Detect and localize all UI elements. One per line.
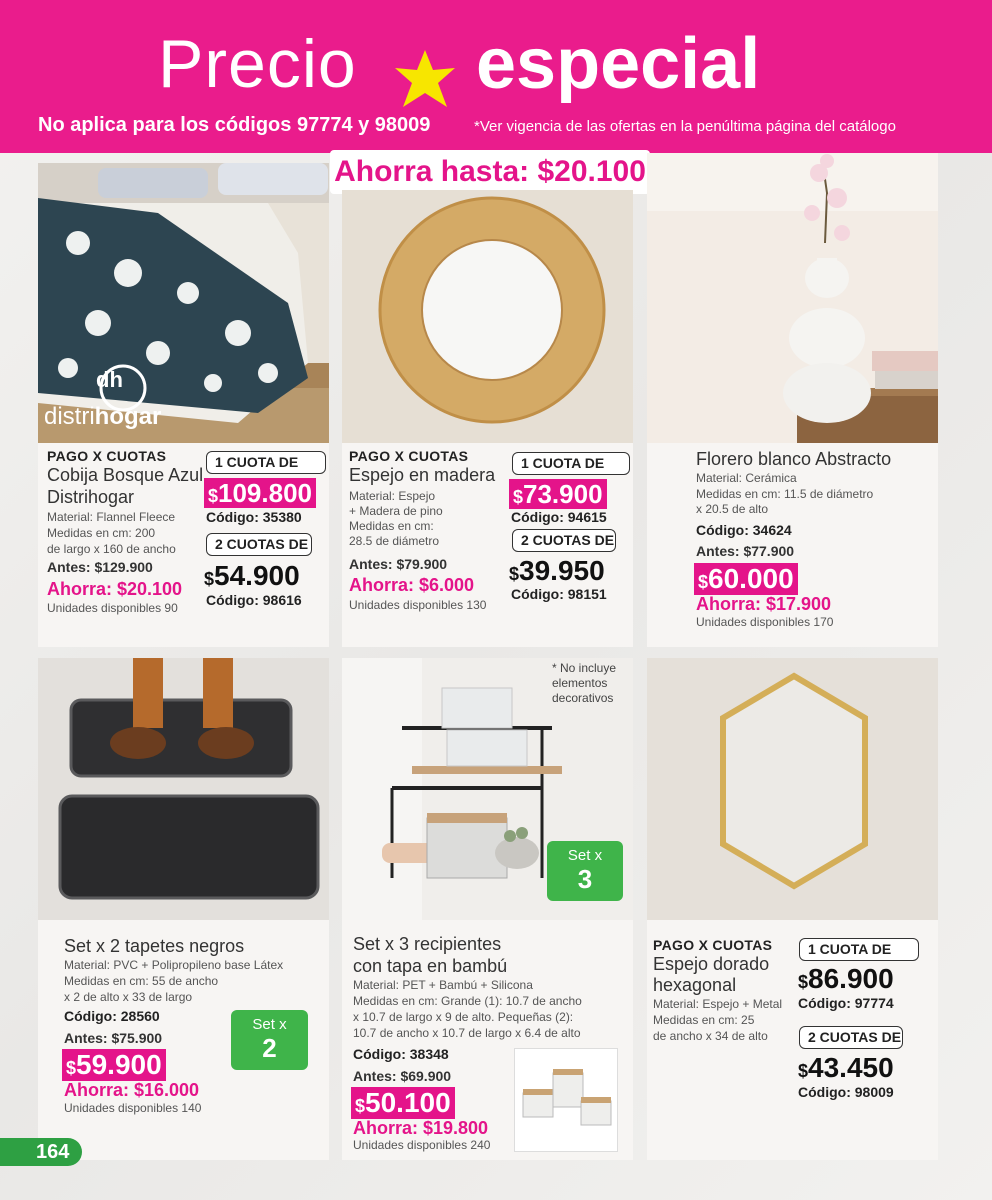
product-spec: Material: PVC + Polipropileno base Látex [64,958,284,972]
currency-symbol: $ [355,1096,366,1116]
product-spec: Material: Espejo [349,489,436,503]
product-spec: Material: Flannel Fleece [47,510,176,524]
cuota2-label: 2 CUOTAS DE [512,529,616,552]
set-badge-count: 3 [577,864,593,894]
ahorra-amount: Ahorra: $6.000 [349,575,475,595]
cuota1-price-value: 86.900 [808,963,894,994]
cuota2-price [509,557,605,585]
cuota1-price-value: 109.800 [218,478,312,508]
page-number: 164 [0,1138,82,1166]
product-name-line1: Florero blanco Abstracto [696,449,892,469]
product-spec: Medidas en cm: 55 de ancho [64,974,219,988]
product-spec: Material: Espejo + Metal [653,997,783,1011]
header-title-especial: especial [476,24,761,104]
units-available: Unidades disponibles 90 [47,601,178,615]
note-line: * No incluye [552,661,617,675]
product-thumbnail-recipientes [514,1048,618,1152]
cuota2-code: Código: 98151 [511,586,607,602]
cuota2-code: Código: 98009 [798,1084,894,1100]
product-photo-cobija [38,163,329,443]
star-icon [392,48,458,110]
product-spec: Medidas en cm: [349,519,434,533]
units-available: Unidades disponibles 240 [353,1138,491,1152]
currency-symbol: $ [698,572,709,592]
cuota1-label: 1 CUOTA DE [512,452,630,475]
set-badge [231,1010,308,1070]
set-badge-label: Set x [567,847,603,864]
brand-logo-mark: dh [96,367,123,392]
set-badge [547,841,623,901]
cuota1-label: 1 CUOTA DE [799,938,919,961]
units-available: Unidades disponibles 130 [349,598,487,612]
brand-name-distri: distri [44,403,95,430]
product-name-line1: Espejo en madera [349,465,496,485]
ahorra-amount: Ahorra: $20.100 [47,579,183,599]
product-card-tapetes[interactable] [38,658,329,1160]
antes-price: Antes: $69.900 [353,1068,452,1084]
product-spec: Medidas en cm: 11.5 de diámetro [696,487,874,501]
product-spec: + Madera de pino [349,504,443,518]
product-name-line1: Espejo dorado [653,954,770,974]
codes-exclusion-note: No aplica para los códigos 97774 y 98009 [38,114,431,136]
sale-price-value: 59.900 [76,1049,162,1080]
set-badge-label: Set x [252,1016,287,1033]
antes-price: Antes: $129.900 [47,559,153,575]
cuota1-price-value: 73.900 [523,479,603,509]
cuota1-code: Código: 94615 [511,509,607,525]
antes-price: Antes: $75.900 [64,1030,163,1046]
product-spec: Medidas en cm: 25 [653,1013,755,1027]
cuota1-code: Código: 35380 [206,509,302,525]
product-photo-tapetes [38,658,329,920]
pago-label: PAGO X CUOTAS [653,937,773,953]
currency-symbol: $ [509,564,520,584]
currency-symbol: $ [204,569,215,589]
product-spec: Medidas en cm: Grande (1): 10.7 de ancho [353,994,582,1008]
product-card-espejo-madera[interactable] [342,190,633,647]
product-card-espejo-hexagonal[interactable] [647,658,938,1160]
product-spec: Medidas en cm: 200 [47,526,156,540]
product-card-cobija[interactable] [38,163,329,647]
cuota2-price-value: 43.450 [808,1052,894,1083]
product-code: Código: 38348 [353,1046,449,1062]
currency-symbol: $ [798,1061,809,1081]
vigencia-note: *Ver vigencia de las ofertas en la penúltima página del catálogo [474,118,896,135]
currency-symbol: $ [798,972,809,992]
product-name-line1: Set x 3 recipientes [353,934,502,954]
product-name-line2: con tapa en bambú [353,956,508,976]
pago-label: PAGO X CUOTAS [349,448,469,464]
cuota1-price [509,479,607,509]
product-spec: de largo x 160 de ancho [47,542,176,556]
pago-label: PAGO X CUOTAS [47,448,167,464]
product-spec: Material: PET + Bambú + Silicona [353,978,533,992]
note-line: decorativos [552,691,614,705]
units-available: Unidades disponibles 140 [64,1101,202,1115]
antes-price: Antes: $77.900 [696,543,795,559]
product-code: Código: 28560 [64,1008,160,1024]
units-available: Unidades disponibles 170 [696,615,834,629]
product-photo-espejo-madera [342,190,633,443]
product-card-recipientes[interactable] [342,658,633,1160]
cuota2-price-value: 39.950 [519,555,605,586]
antes-price: Antes: $79.900 [349,556,448,572]
product-spec: x 2 de alto x 33 de largo [64,990,193,1004]
cuota2-label: 2 CUOTAS DE [206,533,312,556]
product-name-line2: Distrihogar [47,487,135,507]
product-spec: de ancho x 34 de alto [653,1029,768,1043]
sale-price-value: 50.100 [365,1087,451,1118]
cuota2-code: Código: 98616 [206,592,302,608]
cuota1-label: 1 CUOTA DE [206,451,326,474]
product-spec: x 10.7 de largo x 9 de alto. Pequeñas (2): [353,1010,574,1024]
header-title-precio: Precio [158,26,357,102]
product-spec: 10.7 de ancho x 10.7 de largo x 6.4 de alto [353,1026,581,1040]
savings-badge: Ahorra hasta: $20.100 [330,150,650,194]
ahorra-amount: Ahorra: $17.900 [696,594,832,614]
sale-price-value: 60.000 [708,563,794,594]
product-code: Código: 34624 [696,522,792,538]
cuota2-price-value: 54.900 [214,560,300,591]
brand-name-hogar: hogar [94,403,162,430]
no-incluye-note-2 [552,661,616,706]
product-spec: Material: Cerámica [696,471,797,485]
currency-symbol: $ [513,487,524,507]
product-photo-espejo-hexagonal [647,658,938,920]
note-line: elementos [552,676,608,690]
product-name-line2: hexagonal [653,975,737,995]
product-spec: x 20.5 de alto [696,502,769,516]
product-name-line1: Set x 2 tapetes negros [64,936,245,956]
cuota1-price [798,965,894,993]
product-spec: 28.5 de diámetro [349,534,440,548]
sale-price [694,563,798,595]
set-badge-count: 2 [262,1033,277,1063]
currency-symbol: $ [208,486,219,506]
cuota1-price [204,478,316,508]
cuota2-price [798,1054,894,1082]
header-banner [0,0,992,153]
sale-price [62,1049,166,1081]
ahorra-amount: Ahorra: $16.000 [64,1080,200,1100]
currency-symbol: $ [66,1058,77,1078]
cuota2-price [204,562,300,590]
ahorra-amount: Ahorra: $19.800 [353,1118,489,1138]
product-name-line1: Cobija Bosque Azul [47,465,204,485]
sale-price [351,1087,455,1119]
cuota1-code: Código: 97774 [798,995,894,1011]
product-photo-florero [647,153,938,443]
cuota2-label: 2 CUOTAS DE [799,1026,903,1049]
